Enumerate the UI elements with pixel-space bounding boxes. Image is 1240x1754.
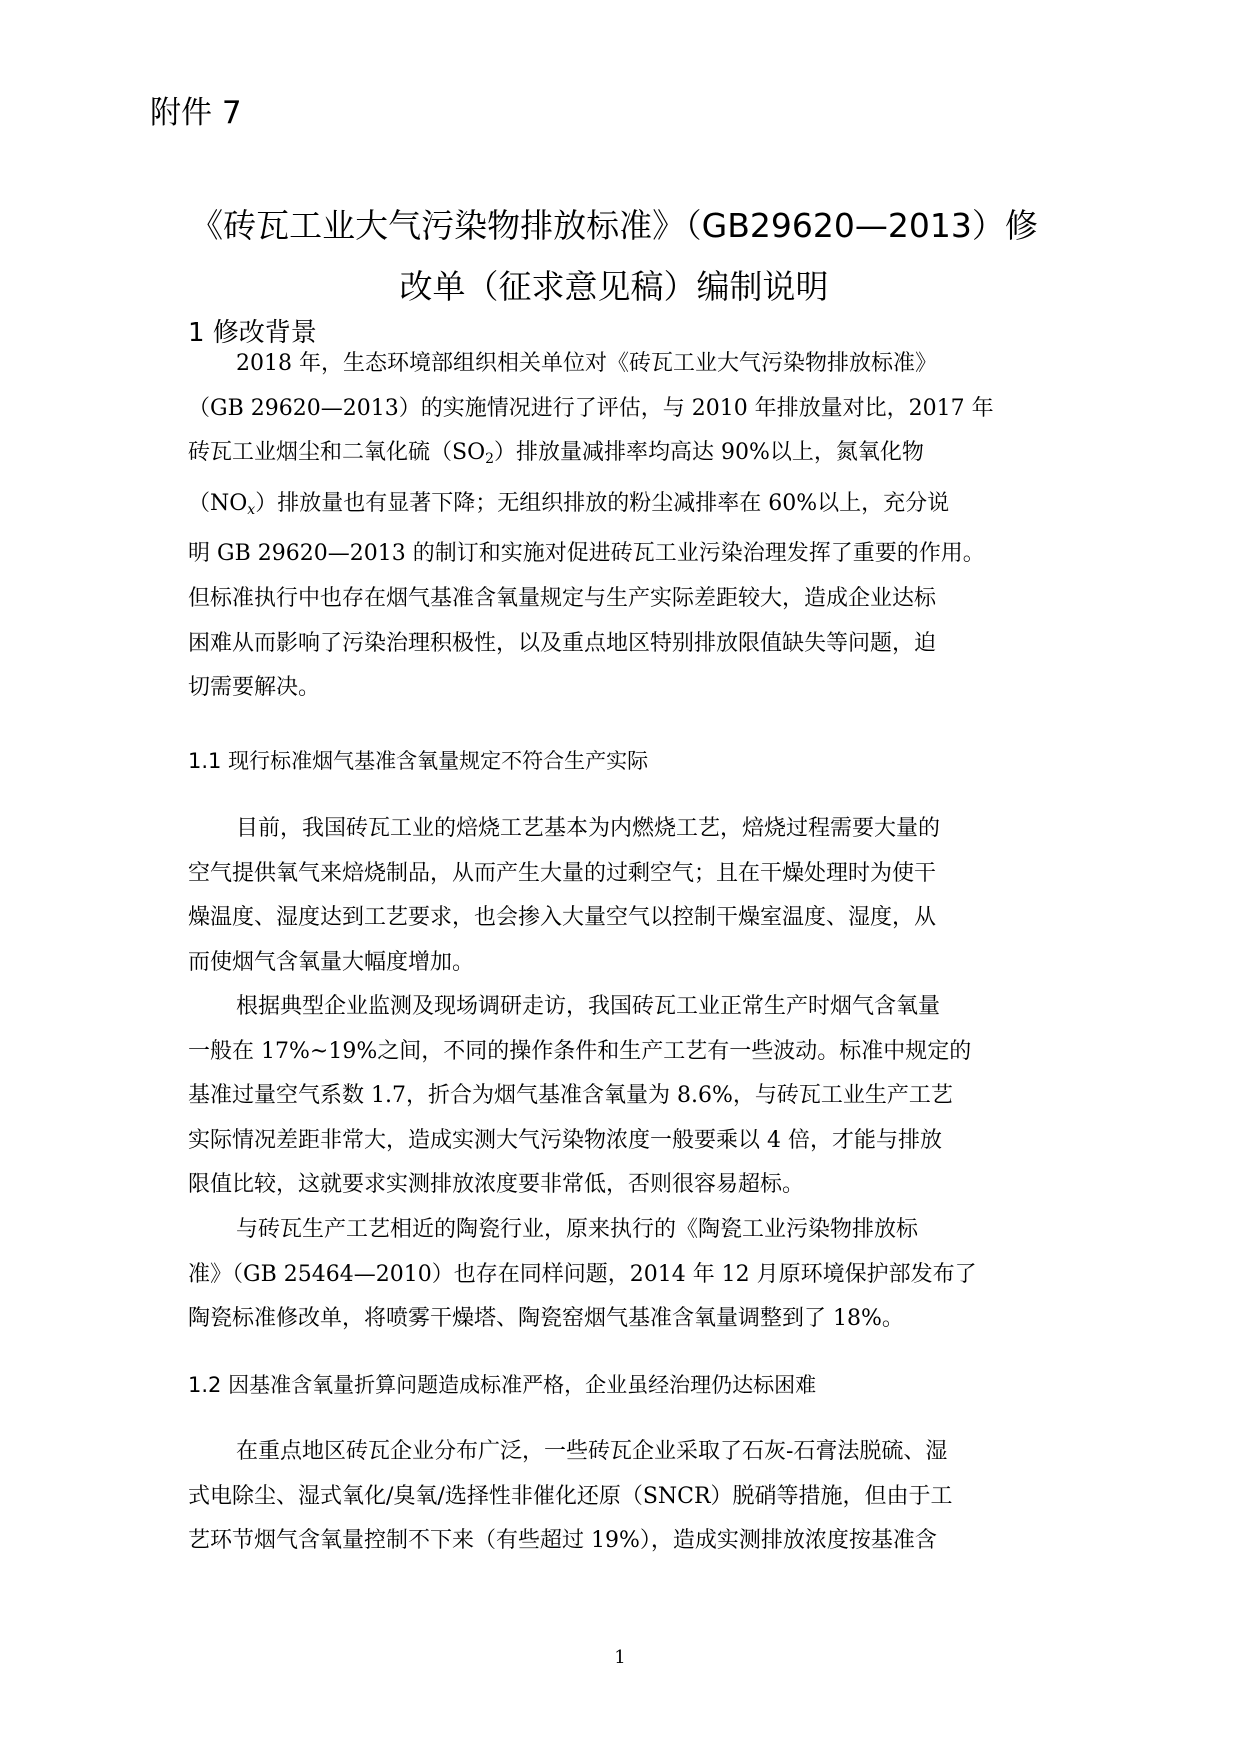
section-1-2-paragraph-1	[188, 1430, 1050, 1564]
paragraph-line: 2018 年，生态环境部组织相关单位对《砖瓦工业大气污染物排放标准》	[236, 351, 937, 376]
title-line-1: 《砖瓦工业大气污染物排放标准》（GB29620—2013）修	[190, 206, 1038, 245]
paragraph-line: 限值比较，这就要求实测排放浓度要非常低，否则很容易超标。	[188, 1172, 805, 1198]
paragraph-line: 燥温度、湿度达到工艺要求，也会掺入大量空气以控制干燥室温度、湿度，从	[188, 905, 937, 931]
paragraph-line: 而使烟气含氧量大幅度增加。	[188, 949, 475, 975]
paragraph-line: 基准过量空气系数 1.7，折合为烟气基准含氧量为 8.6%，与砖瓦工业生产工艺	[188, 1083, 953, 1109]
section-1-1-paragraph-1	[188, 807, 1050, 985]
paragraph-line: 目前，我国砖瓦工业的焙烧工艺基本为内燃烧工艺，焙烧过程需要大量的	[236, 816, 941, 841]
section-heading-1-1: 1.1 现行标准烟气基准含氧量规定不符合生产实际	[188, 749, 649, 773]
page-number: 1	[614, 1647, 626, 1668]
paragraph-line: 式电除尘、湿式氧化/臭氧/选择性非催化还原（SNCR）脱硝等措施，但由于工	[188, 1483, 953, 1509]
document-title	[0, 195, 1240, 317]
section-1-paragraph	[188, 342, 1050, 711]
title-line-2: 改单（征求意见稿）编制说明	[399, 267, 829, 306]
paragraph-line	[188, 482, 1050, 533]
section-heading-1-2: 1.2 因基准含氧量折算问题造成标准严格，企业虽经治理仍达标困难	[188, 1373, 817, 1397]
text-fragment: （NO	[188, 490, 248, 516]
paragraph-line: 艺环节烟气含氧量控制不下来（有些超过 19%），造成实测排放浓度按基准含	[188, 1528, 937, 1554]
paragraph-line: 与砖瓦生产工艺相近的陶瓷行业，原来执行的《陶瓷工业污染物排放标	[236, 1217, 919, 1242]
paragraph-line: 空气提供氧气来焙烧制品，从而产生大量的过剩空气；且在干燥处理时为使干	[188, 860, 937, 886]
paragraph-line: 陶瓷标准修改单，将喷雾干燥塔、陶瓷窑烟气基准含氧量调整到了 18%。	[188, 1306, 904, 1332]
paragraph-line: 在重点地区砖瓦企业分布广泛，一些砖瓦企业采取了石灰-石膏法脱硫、湿	[236, 1439, 948, 1464]
subscript: 2	[485, 451, 495, 468]
paragraph-line: 切需要解决。	[188, 675, 321, 701]
subscript: x	[247, 501, 256, 518]
paragraph-line: 困难从而影响了污染治理积极性，以及重点地区特别排放限值缺失等问题，迫	[188, 630, 937, 656]
paragraph-line	[188, 431, 1050, 482]
paragraph-line: 准》（GB 25464—2010）也存在同样问题，2014 年 12 月原环境保护部发布了	[188, 1261, 977, 1287]
section-heading-1: 1 修改背景	[188, 318, 317, 348]
section-1-1-paragraph-2	[188, 985, 1050, 1208]
paragraph-line: 一般在 17%~19%之间，不同的操作条件和生产工艺有一些波动。标准中规定的	[188, 1038, 972, 1064]
paragraph-line: 根据典型企业监测及现场调研走访，我国砖瓦工业正常生产时烟气含氧量	[236, 994, 941, 1019]
text-fragment: ）排放量减排率均高达 90%以上，氮氧化物	[494, 440, 924, 466]
section-1-1-paragraph-3	[188, 1208, 1050, 1342]
paragraph-line: 但标准执行中也存在烟气基准含氧量规定与生产实际差距较大，造成企业达标	[188, 585, 937, 611]
text-fragment: 砖瓦工业烟尘和二氧化硫（SO	[188, 440, 486, 466]
paragraph-line: 实际情况差距非常大，造成实测大气污染物浓度一般要乘以 4 倍，才能与排放	[188, 1127, 942, 1153]
attachment-label: 附件 7	[150, 95, 242, 131]
paragraph-line: （GB 29620—2013）的实施情况进行了评估，与 2010 年排放量对比，2017 年	[188, 395, 994, 421]
paragraph-line: 明 GB 29620—2013 的制订和实施对促进砖瓦工业污染治理发挥了重要的作用。	[188, 541, 985, 567]
text-fragment: ）排放量也有显著下降；无组织排放的粉尘减排率在 60%以上，充分说	[255, 490, 950, 516]
